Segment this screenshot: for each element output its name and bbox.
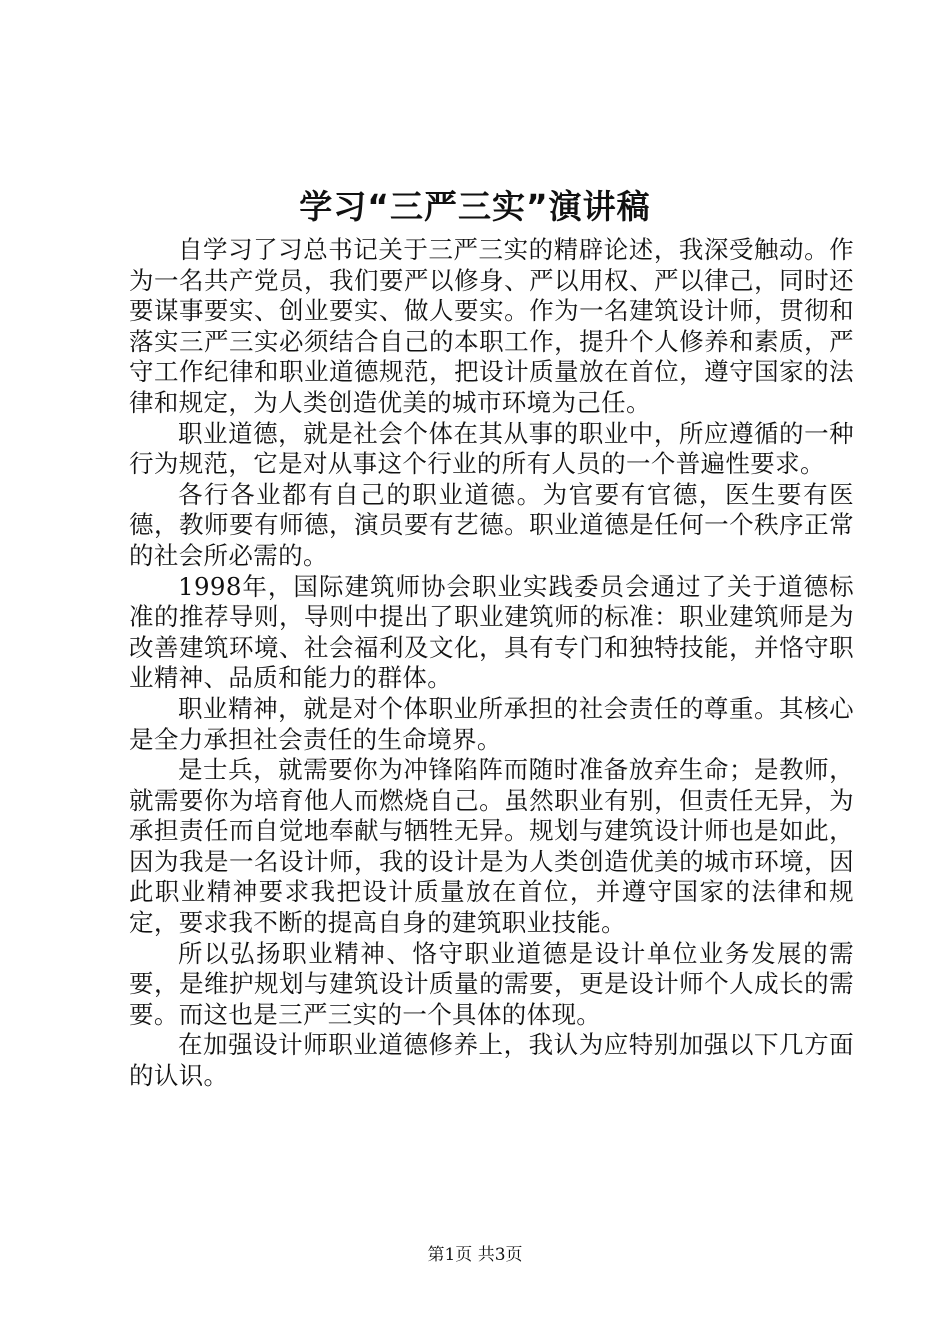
paragraph-6: 是士兵，就需要你为冲锋陷阵而随时准备放弃生命；是教师，就需要你为培育他人而燃烧自己。虽然职业有别，但责任无异，为承担责任而自觉地奉献与牺牲无异。规划与建筑设计师也是如此，因为我是一名设计师，我的设计是为人类创造优美的城市环境，因此职业精神要求我把设计质量放在首位，并遵守国家的法律和规定，要求我不断的提高自身的建筑职业技能。 <box>129 755 854 938</box>
paragraph-1: 自学习了习总书记关于三严三实的精辟论述，我深受触动。作为一名共产党员，我们要严以修身、严以用权、严以律己，同时还要谋事要实、创业要实、做人要实。作为一名建筑设计师，贯彻和落实三严三实必须结合自己的本职工作，提升个人修养和素质，严守工作纪律和职业道德规范，把设计质量放在首位，遵守国家的法律和规定，为人类创造优美的城市环境为己任。 <box>129 235 854 417</box>
paragraph-8: 在加强设计师职业道德修养上，我认为应特别加强以下几方面的认识。 <box>129 1030 854 1091</box>
page-footer: 第1页 共3页 <box>427 1245 523 1265</box>
document-title: 学习“三严三实”演讲稿 <box>299 187 651 226</box>
paragraph-7: 所以弘扬职业精神、恪守职业道德是设计单位业务发展的需要，是维护规划与建筑设计质量的需要，更是设计师个人成长的需要。而这也是三严三实的一个具体的体现。 <box>129 938 854 1029</box>
paragraph-2: 职业道德，就是社会个体在其从事的职业中，所应遵循的一种行为规范，它是对从事这个行业的所有人员的一个普遍性要求。 <box>129 418 854 479</box>
document-body <box>129 235 854 1092</box>
paragraph-5: 职业精神，就是对个体职业所承担的社会责任的尊重。其核心是全力承担社会责任的生命境界。 <box>129 693 854 754</box>
paragraph-3: 各行各业都有自己的职业道德。为官要有官德，医生要有医德，教师要有师德，演员要有艺德。职业道德是任何一个秩序正常的社会所必需的。 <box>129 479 854 570</box>
paragraph-4: 1998年，国际建筑师协会职业实践委员会通过了关于道德标准的推荐导则，导则中提出了职业建筑师的标准：职业建筑师是为改善建筑环境、社会福利及文化，具有专门和独特技能，并恪守职业精神、品质和能力的群体。 <box>129 571 854 693</box>
